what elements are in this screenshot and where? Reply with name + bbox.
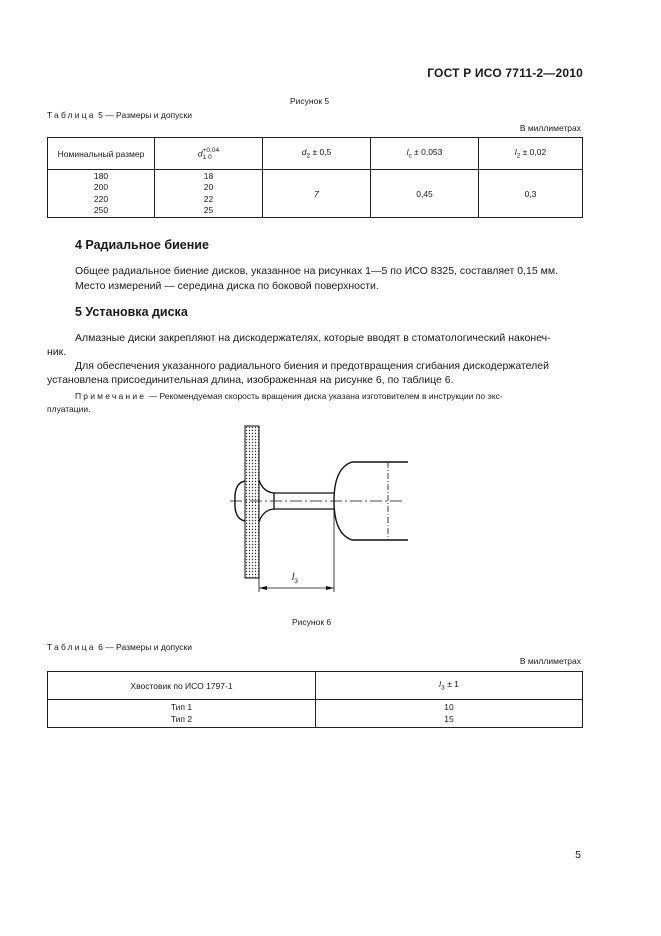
d1-value: 22 <box>203 193 214 204</box>
nominal-value: 180 <box>93 170 109 181</box>
table5-header-nominal: Номинальный размер <box>48 138 155 170</box>
section4-line1: Общее радиальное биение дисков, указанное на рисунках 1—5 по ИСО 8325, составляет 0,15 мм. <box>75 265 558 277</box>
table5-lc-value: 0,45 <box>371 170 479 218</box>
disc-shape <box>245 426 259 578</box>
table6-header-shank: Хвостовик по ИСО 1797-1 <box>48 672 316 700</box>
nominal-value: 250 <box>93 205 109 215</box>
note-line2: плуатации. <box>47 404 91 414</box>
l2-symbol: l <box>514 147 517 158</box>
figure6-caption: Рисунок 6 <box>292 617 332 627</box>
table6-title-prefix: Таблица <box>47 642 96 652</box>
figure6-drawing <box>230 420 410 605</box>
table5-data-row <box>48 170 583 218</box>
table6-title-rest: 6 — Размеры и допуски <box>98 642 193 652</box>
d1-value: 25 <box>203 205 214 215</box>
l2-tolerance: ± 0,02 <box>522 147 547 158</box>
lc-subscript: c <box>408 152 412 160</box>
table5-units: В миллиметрах <box>519 123 581 133</box>
table5-l2-value: 0,3 <box>479 170 583 218</box>
d2-subscript: 2 <box>306 152 311 160</box>
figure5-caption: Рисунок 5 <box>290 96 330 106</box>
table6-types <box>48 700 316 728</box>
d1-lower-tol: 0 <box>208 153 212 161</box>
type-value: Тип 2 <box>170 713 193 724</box>
table5-header-l2 <box>479 138 583 170</box>
lc-tolerance: ± 0,053 <box>414 147 443 158</box>
table5-title-rest: 5 — Размеры и допуски <box>98 110 193 120</box>
l3-symbol: l <box>439 679 442 690</box>
section5-p2-line2: установлена присоединительная длина, изображенная на рисунке 6, по таблице 6. <box>47 374 454 386</box>
section5-p1-line1: Алмазные диски закрепляют на дискодержателях, которые вводят в стоматологический наконеч- <box>75 332 551 344</box>
table6-units: В миллиметрах <box>519 656 581 666</box>
table5-header-lc <box>371 138 479 170</box>
dim-symbol: l <box>292 572 295 583</box>
d1-value: 18 <box>203 170 214 181</box>
table5-header-d1 <box>155 138 263 170</box>
table5-d2-value <box>263 170 371 218</box>
lc-symbol: l <box>406 147 409 158</box>
type-value: Тип 1 <box>170 702 193 712</box>
l3-subscript: 3 <box>441 684 445 692</box>
table5-header-d2 <box>263 138 371 170</box>
standard-header: ГОСТ Р ИСО 7711-2—2010 <box>427 66 583 80</box>
table6-header-row <box>48 672 583 700</box>
l3-tolerance: ± 1 <box>447 679 459 690</box>
table5-title <box>47 110 192 120</box>
table6 <box>47 671 583 728</box>
page-number: 5 <box>575 849 581 861</box>
l3-value: 15 <box>444 713 454 724</box>
section5-p1-line2: ник. <box>47 346 67 358</box>
dimension-arrow-left <box>259 586 267 590</box>
table6-l3-values <box>316 700 583 728</box>
table6-data-row <box>48 700 583 728</box>
d1-upper-tol: +0,04 <box>202 146 220 154</box>
note-line1 <box>75 390 503 403</box>
table5-title-prefix: Таблица <box>47 110 96 120</box>
figure6-dimension-label <box>292 572 298 585</box>
l2-subscript: 2 <box>516 152 521 160</box>
dim-subscript: 3 <box>294 578 298 585</box>
nominal-value: 200 <box>93 182 109 192</box>
table5-d1-values <box>155 170 263 218</box>
d1-value: 20 <box>203 182 214 192</box>
section5-heading: 5 Установка диска <box>75 305 188 319</box>
d2-tolerance: ± 0,5 <box>312 147 332 158</box>
dimension-arrow-right <box>326 586 334 590</box>
note-prefix: Примечание <box>75 391 147 401</box>
d1-subscript: 1 <box>202 153 207 161</box>
table5-nominal-values <box>48 170 155 218</box>
l3-value: 10 <box>444 702 454 712</box>
table5 <box>47 137 583 218</box>
d1-symbol: d <box>197 147 203 158</box>
section4-heading: 4 Радиальное биение <box>75 238 209 252</box>
table5-header-row <box>48 138 583 170</box>
section4-line2: Место измерений — середина диска по боковой поверхности. <box>75 280 379 292</box>
note-text: — Рекомендуемая скорость вращения диска указана изготовителем в инструкции по экс- <box>148 391 503 401</box>
table6-header-l3 <box>316 672 583 700</box>
nominal-value: 220 <box>93 193 109 204</box>
d2-symbol: d <box>301 147 307 158</box>
table6-title <box>47 642 192 652</box>
d2-value-text: 7 <box>314 188 319 199</box>
section5-p2-line1: Для обеспечения указанного радиального биения и предотвращения сгибания дискодержателей <box>75 360 549 372</box>
